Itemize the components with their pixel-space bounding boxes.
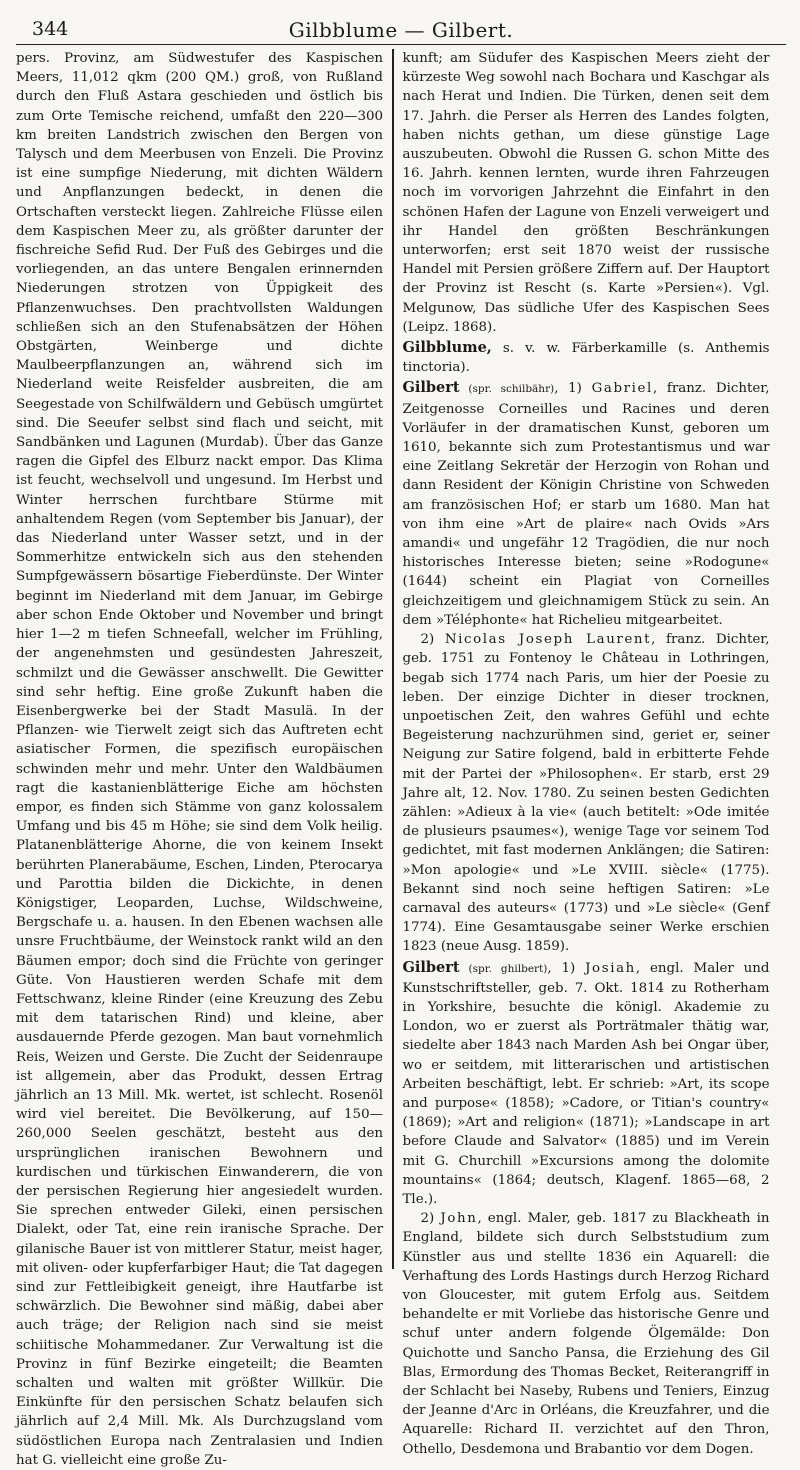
page-number: 344 <box>32 18 69 40</box>
entry-text: , engl. Maler, geb. 1817 zu Blackheath in England, bildete sich durch Selbststudium zum Künstler aus und stellte 1836 ein Aquarell: die Verhaftung des Lords Hastings durch Herzog Richard von Gloucester, mit gutem Erfolg aus. Seitdem behandelte er mit Vorliebe das historische Genre und schuf unter andern folgende Ölgemälde: Don Quichotte und Sancho Pansa, die Erziehung des Gil Blas, Ermordung des Thomas Becket, Reiterangriff in der Schlacht bei Naseby, Rubens und Teniers, Einzug der Jeanne d'Arc in Orléans, die Kreuzfahrer, und die Aquarelle: Richard II. verzichtet auf den Thron, Othello, Desdemona und Brabantio vor dem Dogen. <box>402 1211 770 1457</box>
entry-gilbblume <box>403 338 770 377</box>
headword-gilbert: Gilbert <box>402 379 460 397</box>
left-column <box>16 49 392 1468</box>
entry-gilbert-english <box>403 958 770 1210</box>
sense-number: , 1) <box>547 960 586 976</box>
entry-gilbert-french <box>403 378 770 630</box>
sense-number: 2) <box>420 1211 441 1227</box>
entry-text: , franz. Dichter, Zeitgenosse Corneilles und Racines und deren Vorläufer in der dramatischen Kunst, geboren um 1610, bekannte sich zum Protestantismus und war eine Zeitlang Sekretär der Herzogin von Rohan und dann Resident der Königin Christine von Schweden am französischen Hof; er starb um 1680. Man hat von ihm eine »Art de plaire« nach Ovids »Ars amandi« und ungefähr 12 Tragödien, die nur noch historisches Interesse bieten; seine »Rodogune« (1644) scheint ein Plagiat von Corneilles gleichzeitigem und gleichnamigem Stück zu sein. An dem »Téléphonte« hat Richelieu mitgearbeitet. <box>402 381 770 628</box>
entry-gilbert-nicolas <box>403 630 770 956</box>
entry-gilan-continuation: kunft; am Südufer des Kaspischen Meers zieht der kürzeste Weg sowohl nach Bochara und Kaschgar als nach Herat und Indien. Die Türken, denen seit dem 17. Jahrh. die Perser als Herren des Landes folgten, haben nichts gethan, um diese günstige Lage auszubeuten. Obwohl die Russen G. schon Mitte des 16. Jahrh. kennen lernten, wurde ihren Fahrzeugen noch im vorvorigen Jahrzehnt die Einfahrt in den schönen Hafen der Lagune von Enzeli verweigert und ihr Handel den größten Beschränkungen unterworfen; erst seit 1870 weist der russische Handel mit Persien größere Ziffern auf. Der Hauptort der Provinz ist Rescht (s. Karte »Persien«). Vgl. Melgunow, Das südliche Ufer des Kaspischen Sees (Leipz. 1868). <box>402 51 770 335</box>
entry-text: , engl. Maler und Kunstschriftsteller, geb. 7. Okt. 1814 zu Rotherham in Yorkshire, besuchte die königl. Akademie zu London, wo er zuerst als Porträtmaler thätig war, siedelte aber 1843 nach Marden Ash bei Ongar über, wo er seitdem, mit litterarischen und artistischen Arbeiten beschäftigt, lebt. Er schrieb: »Art, its scope and purpose« (1858); »Cadore, or Titian's country« (1869); »Art and religion« (1871); »Landscape in art before Claude and Salvator« (1885) und im Verein mit G. Churchill »Excursions among the dolomite mountains« (1864; deutsch, Klagenf. 1865—68, 2 Tle.). <box>402 960 770 1207</box>
entry-gilbert-john <box>403 1209 770 1459</box>
running-title: Gilbblume — Gilbert. <box>288 18 514 42</box>
sense-number: 2) <box>420 632 445 648</box>
entry-gilbblume-text: s. v. w. Färberkamille (s. Anthemis tinctoria). <box>402 341 770 376</box>
right-column <box>394 49 770 1457</box>
person-name: John <box>440 1211 478 1227</box>
pronunciation: (spr. ghilbert) <box>459 962 548 975</box>
person-name: Nicolas Joseph Laurent <box>444 632 652 648</box>
person-name: Gabriel <box>591 381 653 397</box>
sense-number: , 1) <box>554 381 592 397</box>
entry-gilan-continued: pers. Provinz, am Südwestufer des Kaspischen Meers, 11,012 qkm (200 QM.) groß, von Rußland durch den Fluß Astara geschieden und östlich bis zum Orte Temische reichend, umfaßt den 220—300 km breiten Landstrich zwischen den Bergen von Talysch und dem Meerbusen von Enzeli. Die Provinz ist eine sumpfige Niederung, mit dichten Wäldern und Anpflanzungen bedeckt, in denen die Ortschaften versteckt liegen. Zahlreiche Flüsse eilen dem Kaspischen Meer zu, als größter darunter der fischreiche Sefid Rud. Der Fuß des Gebirges und die vorliegenden, an das untere Bengalen erinnernden Niederungen strotzen von Üppigkeit des Pflanzenwuchses. Den prachtvollsten Waldungen schließen sich an den Stufenabsätzen der Höhen Obstgärten, Weinberge und dichte Maulbeerpflanzungen an, während sich im Niederland weite Reisfelder ausbreiten, die am Seegestade von Schilfwäldern und Gebüsch umgürtet sind. Die Seeufer selbst sind flach und seicht, mit Sandbänken und Lagunen (Murdab). Über das Ganze ragen die Gipfel des Elburz nackt empor. Das Klima ist feucht, wechselvoll und ungesund. Im Herbst und Winter herrschen furchtbare Stürme mit anhaltendem Regen (vom September bis Januar), der das Niederland unter Wasser setzt, und in der Sommerhitze entwickeln sich aus den stehenden Sumpfgewässern bösartige Fieberdünste. Der Winter beginnt im Niederland mit dem Januar, im Gebirge aber schon Ende Oktober und November und bringt hier 1—2 m tiefen Schneefall, welcher im Frühling, der angenehmsten und gesündesten Jahreszeit, schmilzt und die Gewässer anschwellt. Die Gewitter sind sehr heftig. Eine große Zukunft haben die Eisenbergwerke bei der Stadt Masulä. In der Pflanzen- wie Tierwelt zeigt sich das Auftreten echt asiatischer Formen, die spezifisch europäischen schwinden mehr und mehr. Unter den Waldbäumen ragt die kastanienblätterige Eiche am höchsten empor, es finden sich Stämme von ganz kolossalem Umfang und bis 45 m Höhe; sie sind dem Volk heilig. Platanenblätterige Ahorne, die von keinem Insekt berührten Planerabäume, Eschen, Linden, Pterocarya und Parottia bilden die Dickichte, in denen Königstiger, Leoparden, Luchse, Wildschweine, Bergschafe u. a. hausen. In den Ebenen wachsen alle unsre Fruchtbäume, der Weinstock rankt wild an den Bäumen empor; doch sind die Früchte von geringer Güte. Von Haustieren werden Schafe mit dem Fettschwanz, kleine Rinder (eine Kreuzung des Zebu mit dem tatarischen Rind) und kleine, aber ausdauernde Pferde gezogen. Man baut vornehmlich Reis, Weizen und Gerste. Die Zucht der Seidenraupe ist allgemein, aber das Produkt, dessen Ertrag jährlich an 13 Mill. Mk. wertet, ist schlecht. Rosenöl wird viel bereitet. Die Bevölkerung, auf 150—260,000 Seelen geschätzt, besteht aus den ursprünglichen iranischen Bewohnern und kurdischen und türkischen Einwanderern, die von der persischen Regierung hier angesiedelt wurden. Sie sprechen entweder Gileki, einen persischen Dialekt, oder Tat, eine rein iranische Sprache. Der gilanische Bauer ist von mittlerer Statur, meist hager, mit oliven- oder kupferfarbiger Haut; die Tat dagegen sind zur Fettleibigkeit geneigt, ihre Hautfarbe ist schwärzlich. Die Bewohner sind mäßig, dabei aber auch träge; der Religion nach sind sie meist schiitische Mohammedaner. Zur Verwaltung ist die Provinz in fünf Bezirke eingeteilt; die Beamten schalten und walten mit größter Willkür. Die Einkünfte für den persischen Schatz belaufen sich jährlich auf 2,4 Mill. Mk. Als Durchzugsland vom südöstlichen Europa nach Zentralasien und Indien hat G. vielleicht eine große Zu- <box>16 51 383 1468</box>
text-columns <box>16 49 786 1468</box>
pronunciation: (spr. schilbähr) <box>459 383 555 396</box>
headword-gilbblume: Gilbblume, <box>402 339 492 357</box>
person-name: Josiah <box>585 960 636 976</box>
headword-gilbert: Gilbert <box>402 958 460 976</box>
entry-text: , franz. Dichter, geb. 1751 zu Fontenoy le Château in Lothringen, begab sich 1774 nach Paris, um hier der Poesie zu leben. Der einzige Dichter in dieser trocknen, unpoetischen Zeit, den wahres Gefühl und echte Begeisterung nachzurühmen sind, geriet er, seiner Neigung zur Satire folgend, bald in erbitterte Fehde mit der Partei der »Philosophen«. Er starb, erst 29 Jahre alt, 12. Nov. 1780. Zu seinen besten Gedichten zählen: »Adieux à la vie« (auch betitelt: »Ode imitée de plusieurs psaumes«), wenige Tage vor seinem Tod gedichtet, mit fast modernen Anklängen; die Satiren: »Mon apologie« und »Le XVIII. siècle« (1775). Bekannt sind noch seine heftigen Satiren: »Le carnaval des auteurs« (1773) und »Le siècle« (Genf 1774). Eine Gesamtausgabe seiner Werke erschien 1823 (neue Ausg. 1859). <box>402 632 770 955</box>
page-header <box>16 14 786 45</box>
